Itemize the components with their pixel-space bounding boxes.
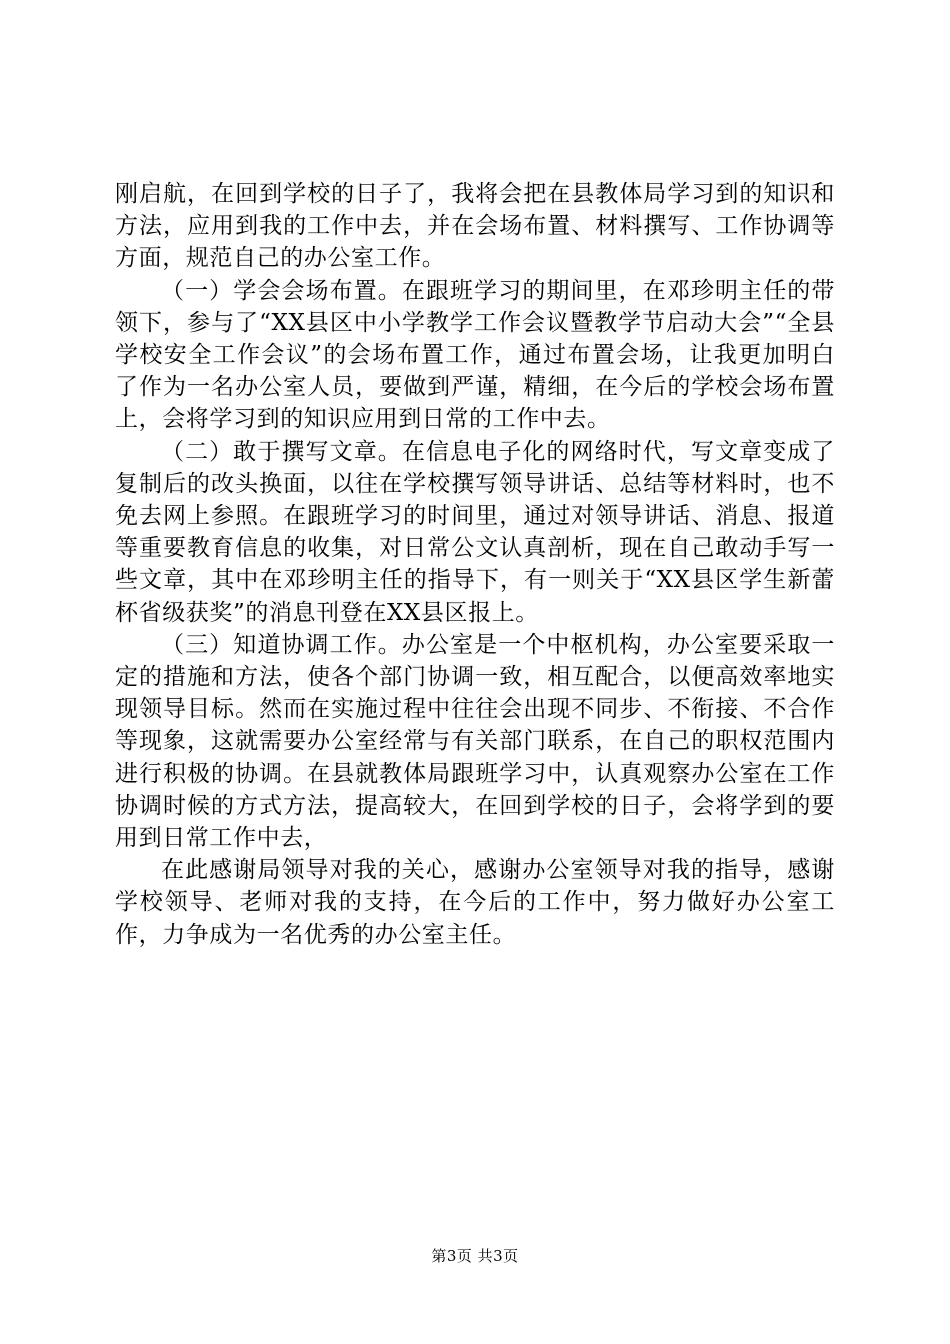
- paragraph-venue-arrangement: （一）学会会场布置。在跟班学习的期间里，在邓珍明主任的带领下，参与了“XX县区中小学教学工作会议暨教学节启动大会”“全县学校安全工作会议”的会场布置工作，通过布置会场，让我更加明白了作为一名办公室人员，要做到严谨，精细，在今后的学校会场布置上，会将学习到的知识应用到日常的工作中去。: [115, 277, 835, 433]
- paragraph-continuation: 刚启航，在回到学校的日子了，我将会把在县教体局学习到的知识和方法，应用到我的工作中去，并在会场布置、材料撰写、工作协调等方面，规范自己的办公室工作。: [115, 181, 835, 272]
- paragraph-work-coordination: （三）知道协调工作。办公室是一个中枢机构，办公室要采取一定的措施和方法，使各个部门协调一致，相互配合，以便高效率地实现领导目标。然而在实施过程中往往会出现不同步、不衔接、不合作等现象，这就需要办公室经常与有关部门联系，在自己的职权范围内进行积极的协调。在县就教体局跟班学习中，认真观察办公室在工作协调时候的方式方法，提高较大，在回到学校的日子，会将学到的要用到日常工作中去，: [115, 631, 835, 852]
- paragraph-article-writing: （二）敢于撰写文章。在信息电子化的网络时代，写文章变成了复制后的改头换面，以往在学校撰写领导讲话、总结等材料时，也不免去网上参照。在跟班学习的时间里，通过对领导讲话、消息、报道等重要教育信息的收集，对日常公文认真剖析，现在自己敢动手写一些文章，其中在邓珍明主任的指导下，有一则关于“XX县区学生新蕾杯省级获奖”的消息刊登在XX县区报上。: [115, 438, 835, 626]
- paragraph-acknowledgement: 在此感谢局领导对我的关心，感谢办公室领导对我的指导，感谢学校领导、老师对我的支持，在今后的工作中，努力做好办公室工作，力争成为一名优秀的办公室主任。: [115, 857, 835, 948]
- document-body: [115, 178, 835, 951]
- page-number-footer: 第3页 共3页: [431, 1247, 519, 1265]
